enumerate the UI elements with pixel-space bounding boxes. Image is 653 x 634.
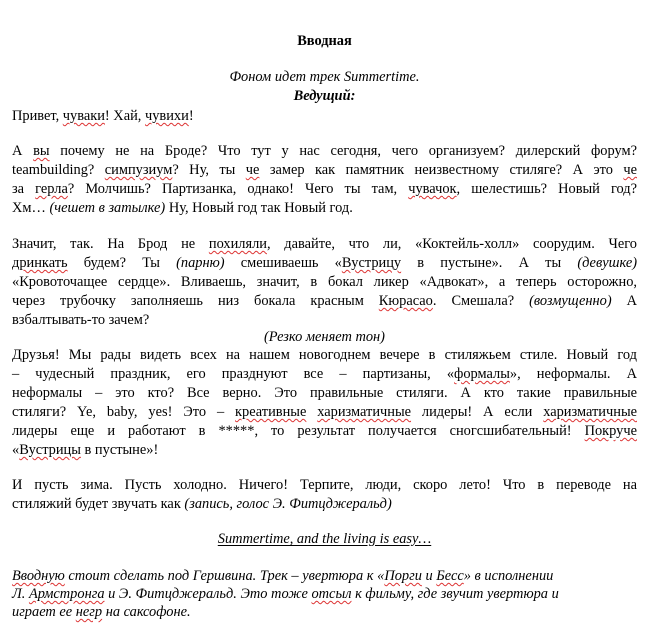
paragraph-5-line-2: стиляжий будет звучать как (запись, голос Э. Фитцджеральд) [12, 496, 392, 512]
paragraph-4-line-2: – чудесный праздник, его празднуют все – партизаны, «формалы», неформалы. А [12, 366, 637, 382]
paragraph-3-line-2: дринкать будем? Ты (парню) смешиваешь «Вустрицу в пустыне». А ты (девушке) [12, 255, 637, 271]
paragraph-2-line-4: Хм… (чешет в затылке) Ну, Новый год так Новый год. [12, 200, 353, 216]
note-line-2: Л. Армстронга и Э. Фитцджеральд. Это тоже отсыл к фильму, где звучит увертюра и [12, 586, 559, 602]
song-line: Summertime, and the living is easy… [217, 531, 432, 547]
paragraph-3-line-1: Значит, так. На Брод не похиляли, давайте, что ли, «Коктейль-холл» соорудим. Чего [12, 236, 637, 252]
speaker-label: Ведущий: [293, 88, 356, 104]
paragraph-4-line-4: стиляги? Ye, baby, yes! Это – креативные харизматичные лидеры! А если харизматичные [12, 404, 637, 420]
paragraph-3-line-3: «Кровоточащее сердце». Вливаешь, значит, в бокал ликер «Адвокат», а теперь осторожно, [12, 274, 637, 290]
document-title: Вводная [297, 33, 352, 49]
paragraph-4-line-1: Друзья! Мы рады видеть всех на нашем новогоднем вечере в стиляжьем стиле. Новый год [12, 347, 637, 363]
paragraph-5-line-1: И пусть зима. Пусть холодно. Ничего! Терпите, люди, скоро лето! Что в переводе на [12, 477, 637, 493]
paragraph-4-line-6: «Вустрицы в пустыне»! [12, 442, 159, 458]
note-line-3: играет ее негр на саксофоне. [12, 604, 191, 620]
paragraph-4-line-5: лидеры еще и работают в *****, то результат получается сногсшибательный! Покруче [12, 423, 637, 439]
paragraph-4-line-3: неформалы – это кто? Все верно. Это правильные стиляги. А кто такие правильные [12, 385, 637, 401]
stage-direction-tone: (Резко меняет тон) [264, 329, 385, 345]
paragraph-3-line-5: взбалтывать-то зачем? [12, 312, 150, 328]
paragraph-2-line-2: teambuilding? симпузиум? Ну, ты че замер как памятник неизвестному стиляге? А это че [12, 162, 637, 178]
paragraph-2-line-3: за герла? Молчишь? Партизанка, однако! Чего ты там, чувачок, шелестишь? Новый год? [12, 181, 638, 197]
greeting-line: Привет, чуваки! Хай, чувихи! [12, 108, 194, 124]
paragraph-3-line-4: через трубочку заполняешь низ бокала красным Кюрасао. Смешала? (возмущенно) А [12, 293, 638, 309]
stage-direction-track: Фоном идет трек Summertime. [229, 69, 420, 85]
paragraph-2-line-1: А вы почему не на Броде? Что тут у нас сегодня, чего организуем? дилерский форум? [12, 143, 637, 159]
note-line-1: Вводную стоит сделать под Гершвина. Трек – увертюра к «Порги и Бесс» в исполнении [12, 568, 554, 584]
